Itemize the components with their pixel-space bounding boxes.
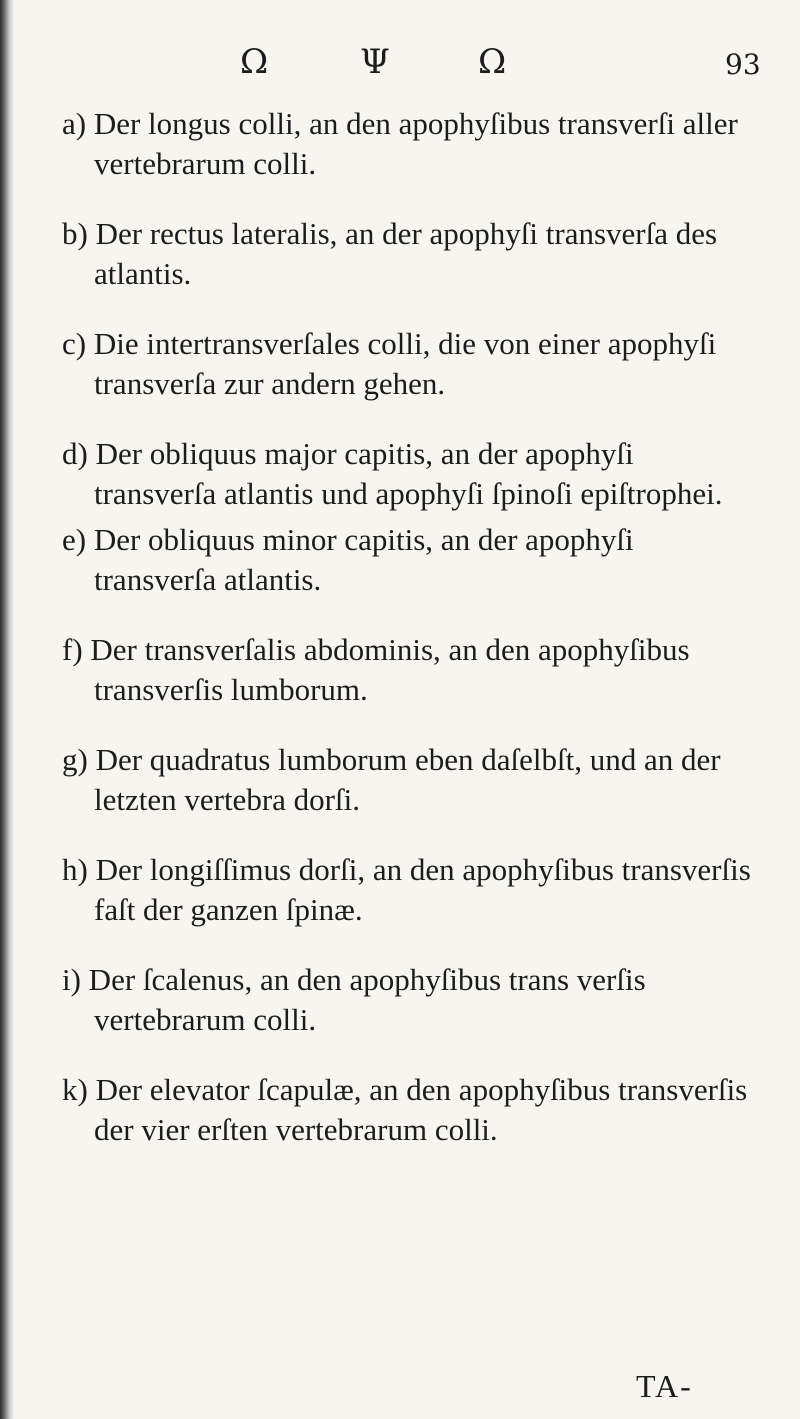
list-item: i) Der ſcalenus, an den apophyſibus trans verſis vertebrarum colli. <box>62 962 646 1037</box>
page-number: 93 <box>725 48 761 81</box>
muscle-list <box>62 100 752 1150</box>
list-item: d) Der obliquus major capitis, an der apophyſi transverſa atlantis und apophyſi ſpinoſi epiſtrophei. <box>62 436 723 511</box>
signature-mark-middle: Ψ <box>360 42 390 82</box>
list-item: e) Der obliquus minor capitis, an der apophyſi transverſa atlantis. <box>62 522 634 597</box>
list-item: g) Der quadratus lumborum eben daſelbſt, und an der letzten vertebra dorſi. <box>62 742 721 817</box>
list-item: k) Der elevator ſcapulæ, an den apophyſibus transverſis der vier erſten vertebrarum colli. <box>62 1072 748 1147</box>
running-header <box>220 42 760 86</box>
catchword: TA- <box>636 1368 693 1404</box>
list-item: a) Der longus colli, an den apophyſibus transverſi aller vertebrarum colli. <box>62 106 738 181</box>
signature-mark-left: Ω <box>240 42 269 82</box>
list-item: h) Der longiſſimus dorſi, an den apophyſibus transverſis faſt der ganzen ſpinæ. <box>62 852 751 927</box>
list-item: b) Der rectus lateralis, an der apophyſi transverſa des atlantis. <box>62 216 718 291</box>
list-item: f) Der transverſalis abdominis, an den apophyſibus transverſis lumborum. <box>62 632 690 707</box>
list-item: c) Die intertransverſales colli, die von einer apophyſi transverſa zur andern gehen. <box>62 326 717 401</box>
signature-mark-right: Ω <box>478 42 507 82</box>
page-binding-edge <box>0 0 14 1419</box>
